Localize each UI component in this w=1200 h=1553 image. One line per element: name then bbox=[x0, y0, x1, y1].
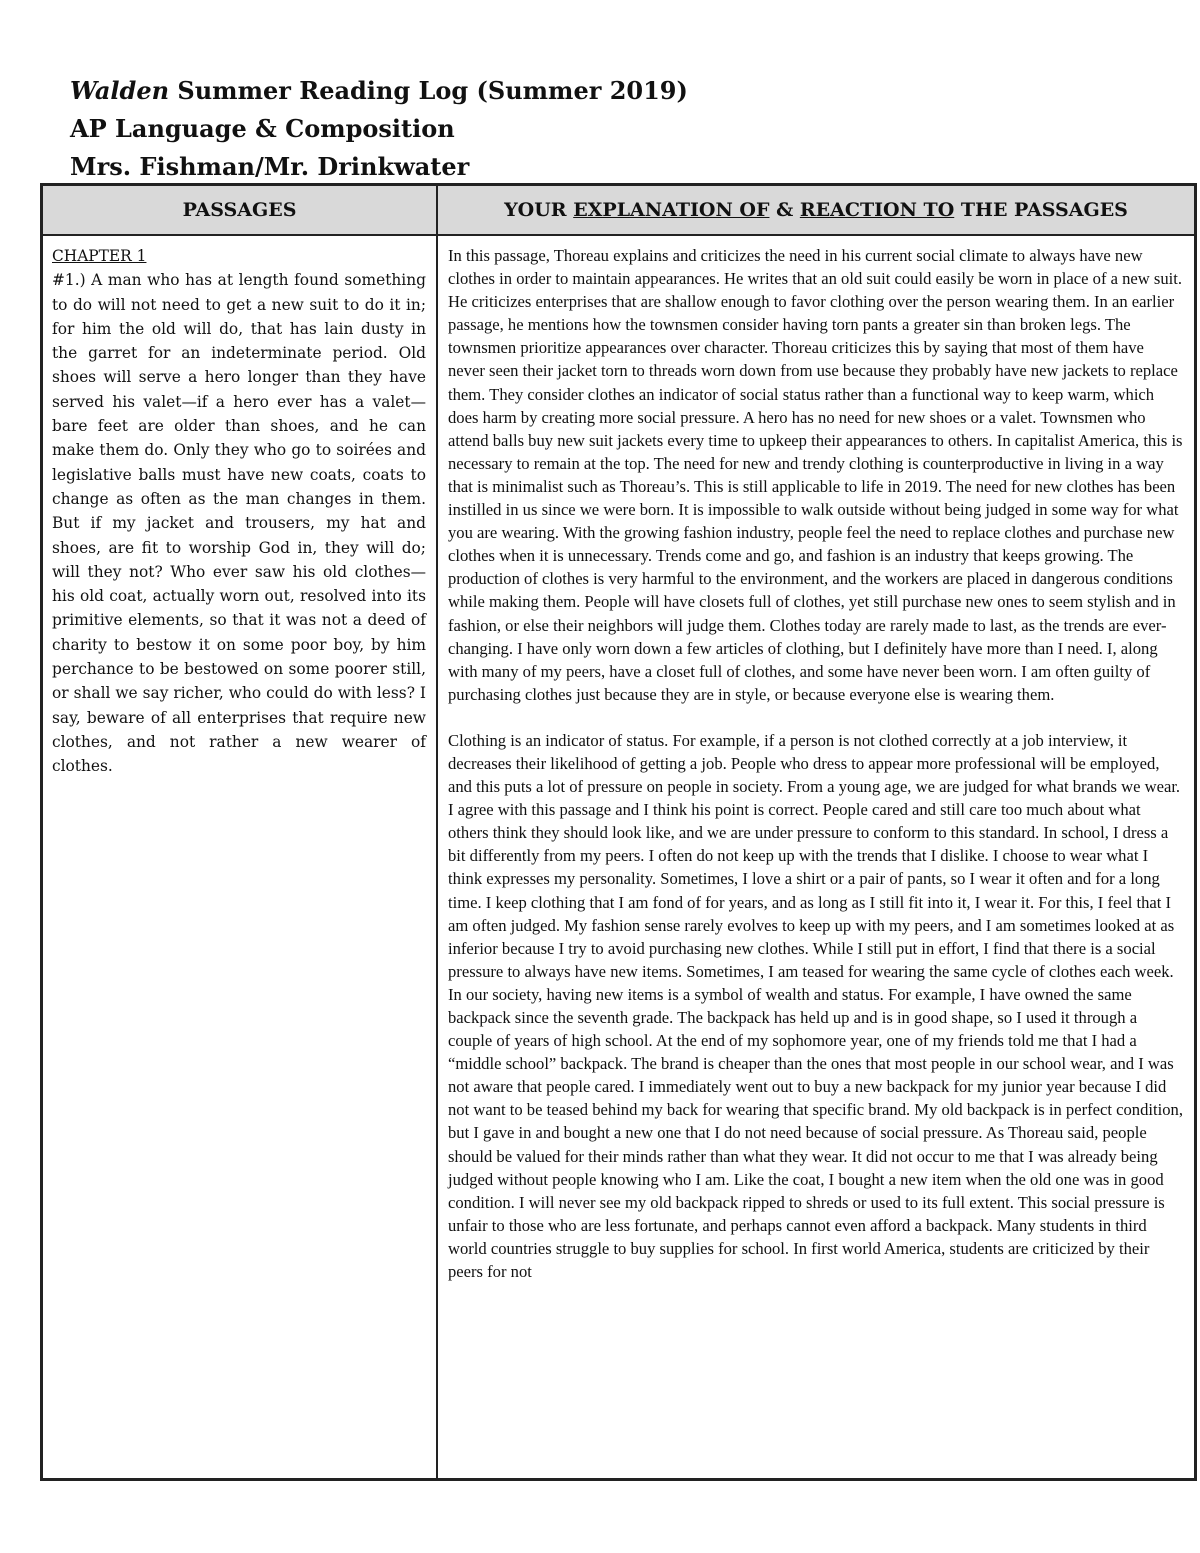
document-title bbox=[70, 72, 688, 110]
passage-cell bbox=[42, 235, 438, 1480]
response-paragraph-1: In this passage, Thoreau explains and criticizes the need in his current social climate to always have new clothes in order to maintain appearances. He writes that an old suit could easily be worn in place of a new suit. He criticizes enterprises that are shallow enough to favor clothing over the person wearing them. In an earlier passage, he mentions how the townsmen consider having torn pants a greater sin than broken legs. The townsmen prioritize appearances over character. Thoreau criticizes this by saying that most of them have never seen their jacket torn to threads worn down from use because they probably have new jackets to replace them. They consider clothes an indicator of social status rather than a functional way to keep warm, which does harm by creating more social pressure. A hero has no need for new shoes or a valet. Townsmen who attend balls buy new suit jackets every time to upkeep their appearances to others. In capitalist America, this is necessary to remain at the top. The need for new and trendy clothing is counterproductive in living in a way that is minimalist such as Thoreau’s. This is still applicable to life in 2019. The need for new clothes has been instilled in us since we were born. It is impossible to walk outside without being judged in some way for what you are wearing. With the growing fashion industry, people feel the need to replace clothes and purchase new clothes when it is unnecessary. Trends come and go, and fashion is an industry that keeps growing. The production of clothes is very harmful to the environment, and the workers are placed in dangerous conditions while making them. People will have closets full of clothes, yet still purchase new ones to seem stylish and in fashion, or else their neighbors will judge them. Clothes today are rarely made to last, as the trends are ever-changing. I have only worn down a few articles of clothing, but I definitely have more than I need. I, along with many of my peers, have a closet full of clothes, and some have never been worn. I am often guilty of purchasing clothes just because they are in style, or because everyone else is wearing them. bbox=[448, 246, 1183, 704]
title-rest: Summer Reading Log (Summer 2019) bbox=[169, 76, 688, 105]
course-name: AP Language & Composition bbox=[70, 114, 455, 143]
book-title: Walden bbox=[70, 76, 170, 105]
table-header-row bbox=[42, 185, 1196, 236]
passage-text: #1.) A man who has at length found something to do will not need to get a new suit to do it in; for him the old will do, that has lain dusty in the garret for an indeterminate period. Old shoes will serve a hero longer than they have served his valet—if a hero ever has a valet—bare feet are older than shoes, and he can make them do. Only they who go to soirées and legislative balls must have new coats, coats to change as often as the man changes in them. But if my jacket and trousers, my hat and shoes, are fit to worship God in, they will do; will they not? Who ever saw his old clothes—his old coat, actually worn out, resolved into its primitive elements, so that it was not a deed of charity to bestow it on some poor boy, by him perchance to be bestowed on some poorer still, or shall we say richer, who could do with less? I say, beware of all enterprises that require new clothes, and not rather a new wearer of clothes. bbox=[52, 271, 426, 776]
response-header-explanation: EXPLANATION OF bbox=[573, 199, 770, 221]
chapter-label: CHAPTER 1 bbox=[52, 247, 147, 265]
response-header-amp: & bbox=[769, 199, 800, 221]
column-header-response bbox=[437, 185, 1196, 236]
column-header-passages: PASSAGES bbox=[42, 185, 438, 236]
response-header-prefix: YOUR bbox=[504, 199, 574, 221]
response-header-reaction: REACTION TO bbox=[799, 199, 955, 221]
response-content bbox=[438, 236, 1194, 1476]
response-header-suffix: THE PASSAGES bbox=[954, 199, 1128, 221]
response-cell bbox=[437, 235, 1196, 1480]
table-row bbox=[42, 235, 1196, 1480]
reading-log-table bbox=[40, 183, 1197, 1481]
teacher-names: Mrs. Fishman/Mr. Drinkwater bbox=[70, 152, 470, 181]
document-header bbox=[70, 72, 688, 186]
passage-content bbox=[43, 236, 436, 779]
response-paragraph-2: Clothing is an indicator of status. For example, if a person is not clothed correctly at a job interview, it decreases their likelihood of getting a job. People who dress to appear more professional will be employed, and this puts a lot of pressure on people in society. From a young age, we are judged for what brands we wear. I agree with this passage and I think his point is correct. People cared and still care too much about what others think they should look like, and we are under pressure to conform to this standard. In school, I dress a bit differently from my peers. I often do not keep up with the trends that I dislike. I choose to wear what I think expresses my personality. Sometimes, I love a shirt or a pair of pants, so I wear it often and for a long time. I keep clothing that I am fond of for years, and as long as I still fit into it, I wear it. For this, I feel that I am often judged. My fashion sense rarely evolves to keep up with my peers, and I am sometimes looked at as inferior because I try to avoid purchasing new clothes. While I still put in effort, I find that there is a social pressure to always have new items. Sometimes, I am teased for wearing the same cycle of clothes each week. In our society, having new items is a symbol of wealth and status. For example, I have owned the same backpack since the seventh grade. The backpack has held up and is in good shape, so I used it through a couple of years of high school. At the end of my sophomore year, one of my friends told me that I had a “middle school” backpack. The brand is cheaper than the ones that most people in our school wear, and I was not aware that people cared. I immediately went out to buy a new backpack for my junior year because I did not want to be teased behind my back for wearing that specific brand. My old backpack is in perfect condition, but I gave in and bought a new one that I do not need because of social pressure. As Thoreau said, people should be valued for their minds rather than what they wear. It did not occur to me that I was already being judged without people knowing who I am. Like the coat, I bought a new item when the old one was in good condition. I will never see my old backpack ripped to shreds or used to its full extent. This social pressure is unfair to those who are less fortunate, and perhaps cannot even afford a backpack. Many students in third world countries struggle to buy supplies for school. In first world America, students are criticized by their peers for not bbox=[448, 730, 1183, 1282]
